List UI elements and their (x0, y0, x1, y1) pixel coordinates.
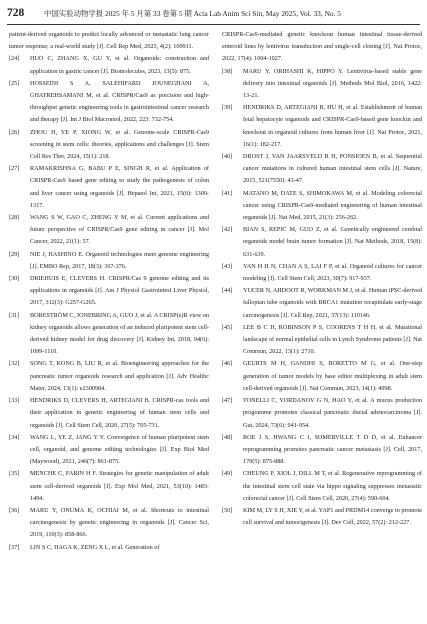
reference-text: ROE J S, HWANG C I, SOMERVILLE T D D, et al. Enhancer reprogramming promotes pancreatic cancer metastasis [J]. Cell, 2017, 170(5): 875-888. (243, 433, 422, 466)
reference-text: HENDRIKS D, CLEVERS H, ARTEGIANI B. CRISPR-cas tools and their application in genetic engineering of human stem cells and organoids [J]. Cell Stem Cell, 2020, 27(5): 705-731. (30, 397, 209, 429)
reference-text: WANG S W, GAO C, ZHENG Y M, et al. Current applications and future perspective of CRISPR/Cas9 gene editing in cancer [J]. Mol Cancer, 2022, 21(1): 57. (30, 214, 209, 246)
reference-number: [37] (9, 543, 20, 551)
reference-item (9, 542, 209, 554)
reference-text: MATANO M, DATE S, SHIMOKAWA M, et al. Modeling colorectal cancer using CRISPR-Cas9-mediated engineering of human intestinal organoids [J]. Nat Med, 2015, 21(3): 256-262. (243, 189, 422, 222)
header-rule (7, 24, 420, 25)
reference-item (9, 358, 209, 395)
reference-number: [47] (222, 397, 233, 405)
reference-number: [29] (9, 250, 20, 258)
journal-running-head: 中国实验动物学报 2025 年 5 月第 33 卷第 5 期 Acta Lab Anim Sci Sin, May 2025, Vol. 33, No. 5 (44, 9, 341, 18)
reference-number: [35] (9, 470, 20, 478)
reference-item (9, 249, 209, 273)
reference-item (9, 53, 209, 77)
reference-number: [43] (222, 262, 233, 270)
reference-text: MARU Y, ORIHASHI K, HIPPO Y. Lentivirus-based stable gene delivery into intestinal organoids [J]. Methods Mol Biol, 2016, 1422: 13-21. (243, 67, 422, 100)
reference-text: patient-derived organoids to predict locally advanced or metastatic lung cancer tumor response; a real-world study [J]. Cell Rep Med, 2023, 4(2): 100911. (9, 31, 209, 51)
reference-text: CHEUNG P, XIOL J, DILL M T, et al. Regenerative reprogramming of the intestinal stem cell state via hippo signaling suppresses metastatic colorectal cancer [J]. Cell Stem Cell, 2020, 27(4): 590-604. (243, 470, 422, 502)
reference-item (222, 224, 422, 261)
reference-text: ZHOU H, YE P, XIONG W, et al. Genome-scale CRISPR-Cas9 screening in stem cells: theories, applications and challenges [J]. Stem Cell Res Ther, 2024, 15(1): 218. (30, 128, 209, 161)
reference-text: SONG T, KONG B, LIU R, et al. Bioengineering approaches for the pancreatic tumor organoids research and application [J]. Adv Healthc Mater, 2024, 13(1): e2300984. (30, 360, 209, 392)
reference-item (222, 432, 422, 469)
reference-item (222, 261, 422, 285)
reference-text: NIE J, HASHINO E. Organoid technologies meet genome engineering [J]. EMBO Rep, 2017, 18(3): 367-376. (30, 250, 209, 270)
reference-continuation (222, 29, 422, 66)
reference-item (9, 310, 209, 359)
reference-item (9, 468, 209, 505)
reference-item (9, 273, 209, 310)
reference-number: [50] (222, 506, 233, 514)
reference-number: [25] (9, 79, 20, 87)
reference-item (222, 188, 422, 225)
reference-number: [28] (9, 214, 20, 222)
reference-continuation (9, 29, 209, 53)
reference-item (9, 78, 209, 127)
left-reference-column (9, 29, 209, 554)
reference-number: [39] (222, 104, 233, 112)
reference-text: DROST J, VAN JAARSVELD R H, PONSIOEN B, et al. Sequential cancer mutations in cultured human intestinal stem cells [J]. Nature, 2015, 521(7550): 43-47. (243, 153, 422, 185)
reference-text: BIAN S, REPIC M, GUO Z, et al. Genetically engineered cerebral organoids model brain tumor formation [J]. Nat Methods, 2018, 15(8): 631-639. (243, 226, 422, 258)
reference-text: HUO C, ZHANG X, GU Y, et al. Organoids: construction and application in gastric cancer [J]. Biomolecules, 2023, 13(5): 875. (30, 55, 209, 75)
reference-number: [33] (9, 397, 20, 405)
reference-text: MENCHE C, FARIN H F. Strategies for genetic manipulation of adult stem cell-derived organoids [J]. Exp Mol Med, 2021, 53(10): 1483-1494. (30, 470, 209, 502)
reference-text: RAMAKRISHNA G, BABU P E, SINGH R, et al. Application of CRISPR-Cas9 based gene editing to study the pathogenesis of colon and liver cancer using organoids [J]. Hepatol Int, 2021, 15(6): 1309-1317. (30, 165, 209, 209)
reference-number: [46] (222, 360, 233, 368)
reference-number: [48] (222, 433, 233, 441)
reference-text: HENDRIKS D, ARTEGIANI B, HU H, et al. Establishment of human fetal hepatocyte organoids and CRISPR-Cas9-based gene knockin and knockout in organoid cultures from human liver [J]. Nat Protoc, 2021, 16(1): 182-217. (243, 104, 422, 148)
reference-item (9, 432, 209, 469)
reference-text: MARU Y, ONUMA K, OCHIAI M, et al. Shortcuts to intestinal carcinogenesis by genetic engineering in organoids [J]. Cancer Sci, 2019, 110(3): 858-866. (30, 506, 209, 539)
reference-number: [34] (9, 433, 20, 441)
reference-item (9, 127, 209, 164)
reference-item (9, 505, 209, 542)
reference-text: TONELLI C, YORDANOV G N, HAO Y, et al. A mucus production programme promotes classical pancreatic ductal adenocarcinoma [J]. Gut, 2024, 73(6): 941-954. (243, 397, 422, 429)
reference-item (222, 322, 422, 359)
reference-number: [45] (222, 323, 233, 331)
reference-number: [36] (9, 506, 20, 514)
reference-text: HOSSEINI S A, SALEHIFARD JOUNEGHANI A, GHATREHSAMANI M, et al. CRISPR/Cas9 as precision and high-throughput genetic engineering tools in gastrointestinal cancer research and therapy [J]. Int J Biol Macromol, 2022, 223: 732-754. (30, 79, 209, 124)
reference-item (9, 395, 209, 432)
reference-item (9, 212, 209, 249)
reference-number: [27] (9, 165, 20, 173)
reference-text: LEE B C H, ROBINSON P S, COORENS T H H, et al. Mutational landscape of normal epithelial cells in Lynch Syndrome patients [J]. Nat Commun, 2022, 13(1): 2710. (243, 323, 422, 356)
reference-item (222, 505, 422, 529)
reference-number: [26] (9, 128, 20, 136)
reference-number: [42] (222, 226, 233, 234)
reference-text: YUCER N, AHDOOT R, WORKMAN M J, et al. Human iPSC-derived fallopian tube organoids with BRCA1 mutation recapitulate early-stage carcinogenesis [J]. Cell Rep, 2021, 37(13): 110146. (243, 287, 422, 319)
reference-item (222, 285, 422, 322)
reference-text: YAN H H N, CHAN A S, LAI F P, et al. Organoid cultures for cancer modeling [J]. Cell Stem Cell, 2023, 30(7): 917-937. (243, 262, 422, 283)
reference-number: [24] (9, 55, 20, 63)
reference-item (222, 395, 422, 432)
page-number: 728 (7, 7, 25, 19)
reference-text: BORESTRÖM C, JONEBRING A, GUO J, et al. A CRISP(e)R view on kidney organoids allows generation of an induced pluripotent stem cell-derived kidney model for drug discovery [J]. Kidney Int, 2018, 94(6): 1099-1110. (30, 311, 209, 356)
reference-number: [41] (222, 189, 233, 197)
reference-item (222, 358, 422, 395)
reference-text: KIM M, LY S H, XIE Y, et al. YAP1 and PRDM14 converge to promote cell survival and tumorigenesis [J]. Dev Cell, 2022, 57(2): 212-227. (243, 506, 422, 527)
reference-text: CRISPR-Cas9-mediated genetic knockout human intestinal tissue-derived enteroid lines by lentivirus transduction and single-cell cloning [J]. Nat Protoc, 2022, 17(4): 1004-1027. (222, 31, 422, 63)
reference-item (222, 468, 422, 505)
reference-number: [31] (9, 311, 20, 319)
reference-number: [30] (9, 275, 20, 283)
reference-item (222, 102, 422, 151)
reference-number: [32] (9, 360, 20, 368)
reference-item (222, 66, 422, 103)
reference-number: [38] (222, 67, 233, 75)
reference-number: [44] (222, 287, 233, 295)
reference-number: [40] (222, 153, 233, 161)
reference-number: [49] (222, 470, 233, 478)
reference-item (222, 151, 422, 188)
page-header (7, 5, 420, 23)
reference-text: WANG L, YE Z, JANG Y Y. Convergence of human pluripotent stem cell, organoid, and genome editing technologies [J]. Exp Biol Med (Maywood), 2021, 246(7): 861-875. (30, 433, 209, 466)
reference-item (9, 163, 209, 212)
reference-text: LIN S C, HAGA K, ZENG X L, et al. Generation of (30, 543, 160, 551)
reference-text: DRIEHUIS E, CLEVERS H. CRISPR/Cas 9 genome editing and its applications in organoids [J]. Am J Physiol Gastrointest Liver Physiol, 2017, 312(3): G257-G265. (30, 275, 209, 307)
reference-text: GEURTS M H, GANDHI S, BORETTO M G, et al. One-step generation of tumor models by base editor multiplexing in adult stem cell-derived organoids [J]. Nat Commun, 2023, 14(1): 4998. (243, 360, 422, 392)
right-reference-column (222, 29, 422, 529)
